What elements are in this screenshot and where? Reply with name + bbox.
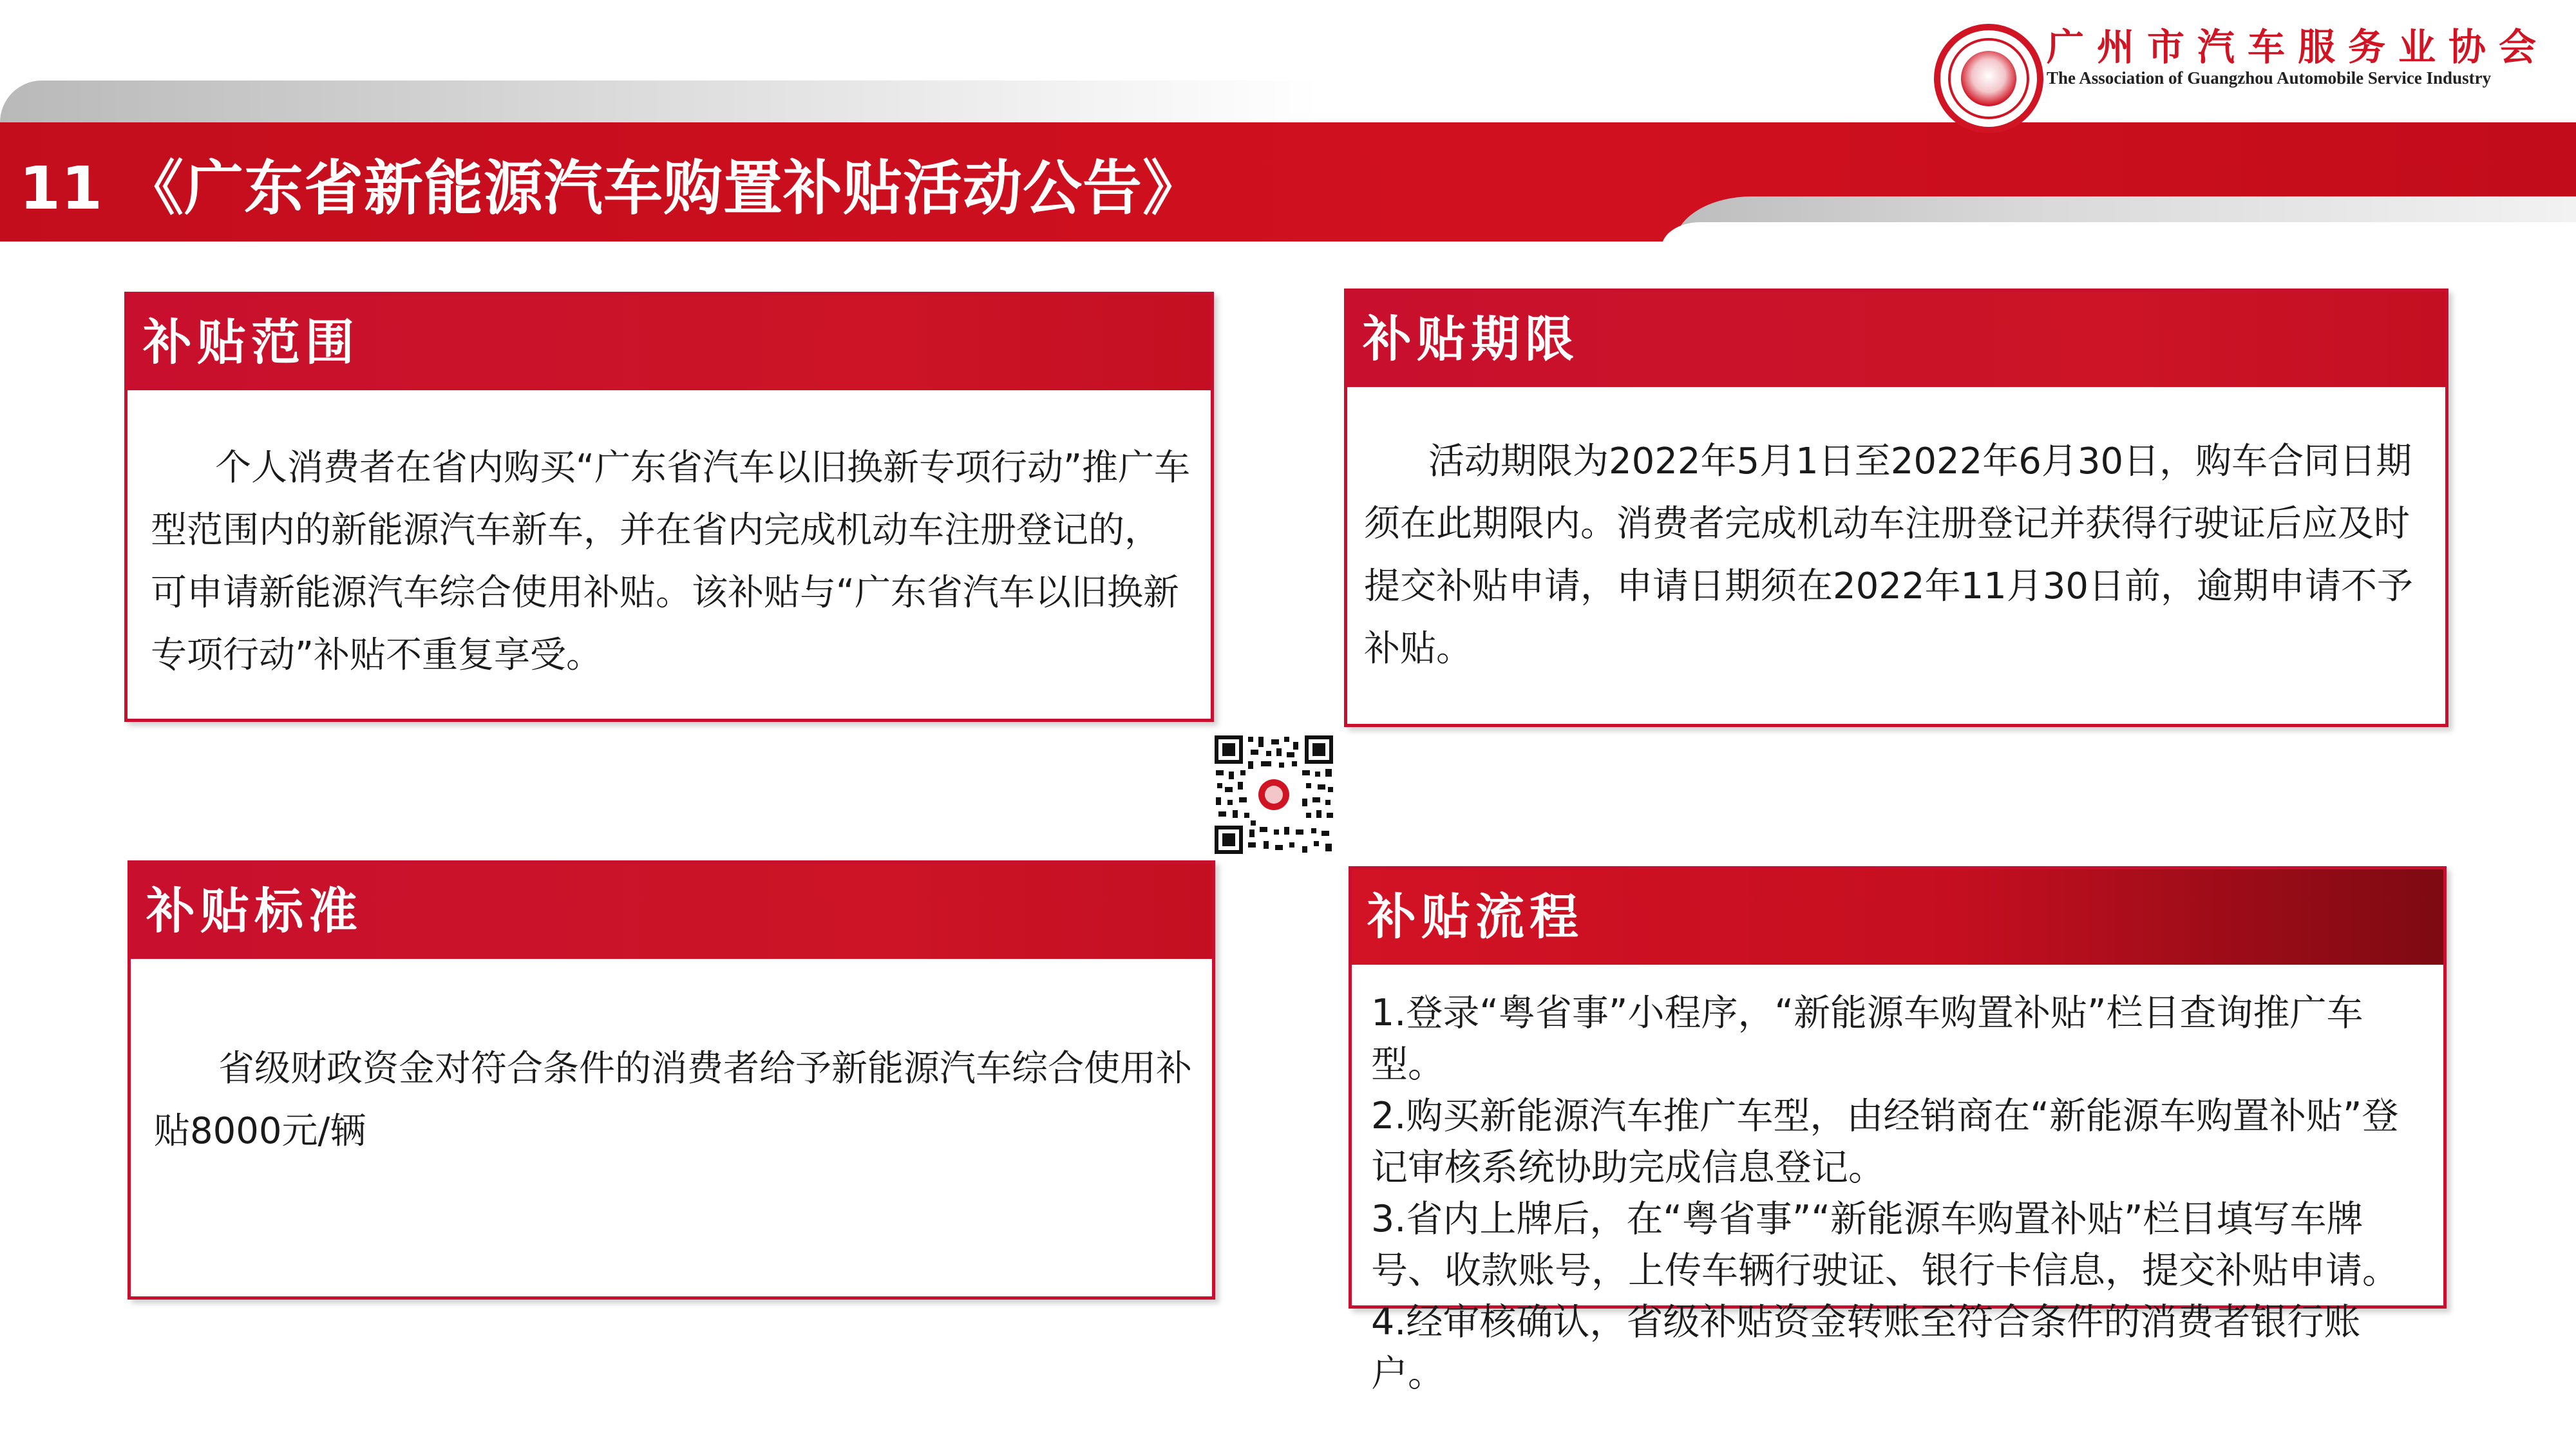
process-step-4: 4.经审核确认，省级补贴资金转账至符合条件的消费者银行账户。: [1371, 1301, 2361, 1395]
standard-text-block: [154, 1037, 1194, 1162]
association-seal-logo: [1934, 24, 2043, 133]
period-text: 活动期限为2022年5月1日至2022年6月30日，购车合同日期须在此期限内。消费者完成机动车注册登记并获得行驶证后应及时提交补贴申请，申请日期须在2022年11月30日前，逾期申请不予补贴。: [1364, 440, 2414, 670]
process-step-2: 2.购买新能源汽车推广车型，由经销商在“新能源车购置补贴”登记审核系统协助完成信息登记。: [1371, 1095, 2399, 1189]
process-steps: [1371, 987, 2430, 1399]
seal-center: [1961, 51, 2016, 106]
qr-code-icon: [1212, 733, 1336, 857]
standard-title: 补贴标准: [146, 882, 363, 940]
period-box: [1344, 289, 2448, 727]
standard-header: [131, 864, 1212, 959]
standard-text: 省级财政资金对符合条件的消费者给予新能源汽车综合使用补贴8000元/辆: [154, 1048, 1192, 1152]
period-text-block: [1364, 430, 2427, 680]
process-header: [1352, 869, 2443, 965]
standard-box: [128, 860, 1215, 1300]
scope-text: 个人消费者在省内购买“广东省汽车以旧换新专项行动”推广车型范围内的新能源汽车新车，并在省内完成机动车注册登记的，可申请新能源汽车综合使用补贴。该补贴与“广东省汽车以旧换新专项行动”补贴不重复享受。: [151, 447, 1191, 676]
page-title: 11 《广东省新能源汽车购置补贴活动公告》: [19, 154, 1203, 223]
scope-header: [128, 295, 1211, 390]
process-step-3: 3.省内上牌后，在“粤省事”“新能源车购置补贴”栏目填写车牌号、收款账号，上传车辆行驶证、银行卡信息，提交补贴申请。: [1371, 1198, 2399, 1292]
association-name-cn: 广州市汽车服务业协会: [2047, 25, 2550, 69]
header-grey-swoosh: [0, 80, 1320, 122]
process-box: [1349, 866, 2447, 1395]
scope-box: [124, 292, 1214, 722]
period-title: 补贴期限: [1363, 310, 1579, 368]
process-title: 补贴流程: [1367, 888, 1584, 945]
period-header: [1347, 292, 2445, 387]
scope-text-block: [151, 437, 1193, 687]
process-step-1: 1.登录“粤省事”小程序，“新能源车购置补贴”栏目查询推广车型。: [1371, 992, 2363, 1086]
title-white-curve: [1662, 222, 2576, 248]
association-name-en: The Association of Guangzhou Automobile Service Industry: [2047, 68, 2492, 88]
scope-title: 补贴范围: [143, 314, 359, 371]
